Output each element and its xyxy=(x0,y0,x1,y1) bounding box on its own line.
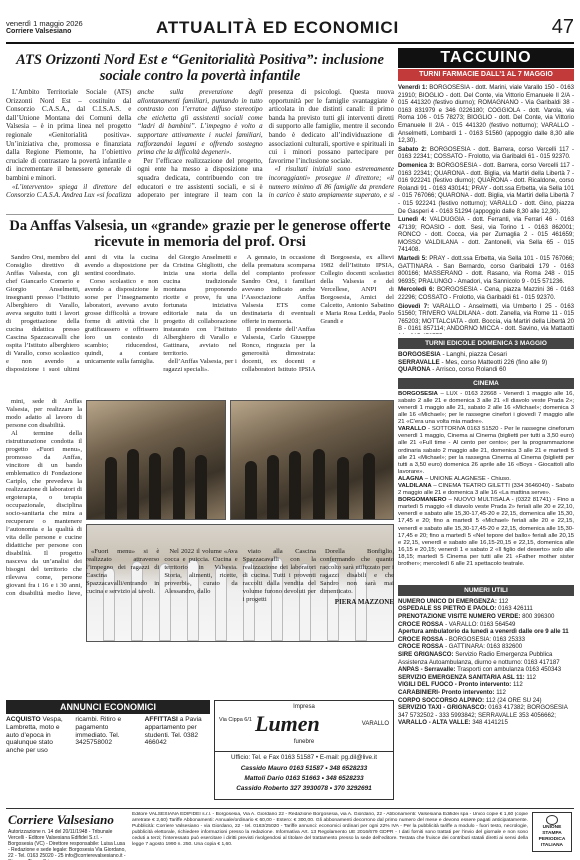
page-number: 47 xyxy=(551,16,574,38)
numero-value: - VARALLO: 0163 564549 xyxy=(445,620,516,628)
numero-value: 800 396300 xyxy=(522,612,555,620)
numero-value: - BORGOSESIA: 0163 25333 xyxy=(445,635,526,643)
farmacia-day xyxy=(398,286,574,301)
numero-item xyxy=(398,719,574,727)
article1-body xyxy=(6,88,394,208)
farmacia-day-label: Lunedì 4: xyxy=(398,216,427,224)
numero-value: 112 xyxy=(498,597,509,605)
numero-value: 112 (24 ORE SU 24) xyxy=(485,696,542,704)
numero-label: SERVIZIO EMERGENZA SANITARIA ASL 11: xyxy=(398,673,525,681)
annuncio-text: a Pavia appartamento per studenti. Tel. 0382 466042 xyxy=(144,716,202,747)
uspi-badge xyxy=(532,812,572,852)
farmacia-day xyxy=(398,216,574,254)
farmacia-day-label: Giovedì 7: xyxy=(398,302,430,310)
annuncio-text: Vespa, Lambretta, moto e auto d’epoca in qualunque stato anche per uso ricambi. Ritiro e pagamento immediato. Tel. 3425758002 xyxy=(6,716,122,755)
farmacia-text: BORGOSESIA - dott. Marini, viale Varallo 150 - 0163 21910; BIOGLIO - dott. Del Conte, via Vittorio Emanuele II 2/A - 015 441320 (festivo diurno); ROMAGNANO - Via Garibaldi 38 - 0163 831979 e 346 0226180; COGGIOLA - dott. Varola, via Roma 106 - 015 78273; BIOGLIO - dott. Del Conte, via Vittorio Emanuele II 2/A - 015 441320 (festivo notturno); VARALLO - Anselmetti, Lombardi 1 - 0163 51560 (appoggio dalle 8,30 alle 12,30). xyxy=(398,84,574,145)
lumen-contact: Cassido Roberto 327 3930078 • 370 3292691 xyxy=(236,785,372,792)
cinema-text: – LUX - 0163 22668 - Venerdì 1 maggio alle 16, sabato 2 alle 21 e domenica 3 alle 21 «Il diavolo veste Prada 2»; venerdì 1 maggio alle 21, sabato 2 alle 16 «Michael»; domenica 3 alle 16 «Michael»; per le rassegne cinefori i giovedì 7 maggio alle 21 «C’era una volta mia madre». xyxy=(398,390,574,426)
cinema-list xyxy=(398,391,574,581)
article2 xyxy=(6,254,394,804)
numero-label: CROCE ROSSA xyxy=(398,620,444,628)
numero-label: CROCE ROSSA xyxy=(398,643,444,651)
edicole-list xyxy=(398,351,574,374)
article2-paragraph: Il presidente dell’Anffas Valsesia, Carlo Giuseppe Ronco, ringrazia per la generosità dimostrata: docenti, ex docenti e collaboratori Istituto IPSIA di Borgosesia, ex allievi 1982 dell’Istituto IPSIA, Collegio docenti scolastici della Valsesia e del Vercellese, ANPI di Borgosesia, Amici del Calcetto, Antonio Sabatino e Maria Rosa Ledda, Paolo Grandi e xyxy=(241,254,394,373)
photo-group-indoor xyxy=(86,400,226,520)
numero-item xyxy=(398,605,574,613)
page-footer xyxy=(6,808,574,859)
annuncio-lead: ACQUISTO xyxy=(6,716,41,723)
numero-label: SIRE GRIGNASCO: xyxy=(398,650,454,658)
numero-label: CARABINIERI- Pronto intervento: xyxy=(398,688,495,696)
page-header xyxy=(6,18,574,44)
edicola-town: BORGOSESIA xyxy=(398,351,441,358)
farmacia-day-label: Martedì 5: xyxy=(398,255,428,263)
article1-title: ATS Orizzonti Nord Est e “Genitorialità Positiva”: inclusione sociale contro la povertà infantile xyxy=(16,52,384,84)
lumen-subtitle: funebre xyxy=(293,739,315,745)
numero-item xyxy=(398,643,574,651)
numero-label: VIGILI DEL FUOCO - Pronto intervento: xyxy=(398,681,512,689)
lumen-contact: Cassido Mauro 0163 51587 • 348 6528233 xyxy=(240,765,368,772)
numero-value: 0163 426111 xyxy=(498,605,533,613)
cinema-text: – CINEMA TEATRO GILETTI (334 3646040) - Sabato 2 maggio alle 21 e domenica 3 alle 16 «La mattina serve». xyxy=(398,483,574,497)
cinema-town: ALAGNA xyxy=(398,475,424,482)
farmacia-day-label: Sabato 2: xyxy=(398,145,427,153)
edicola-town: SERRAVALLE xyxy=(398,358,440,366)
numero-item xyxy=(398,598,574,606)
article2-mid-text xyxy=(86,646,316,672)
numero-value: 112 xyxy=(513,681,523,689)
numero-item xyxy=(398,613,574,621)
author-signature: PIERA MAZZONE xyxy=(334,598,394,606)
lumen-logo: Lumen xyxy=(255,711,320,736)
lumen-office: Ufficio: Tel. e Fax 0163 51587 • E-mail: pg.dil@live.it xyxy=(215,751,393,761)
numeri-list xyxy=(398,598,574,727)
numero-value: Trasporti con ambulanza 0163 450343 xyxy=(457,666,562,674)
cinema-item xyxy=(398,391,574,426)
numero-value: - GATTINARA: 0163 832600 xyxy=(445,643,523,651)
article2-paragraph: «Fuori menu» si è realizzato attraverso l’impegno dei ragazzi di Cascina Spazzacavalli/entrando in cucina e servizio al tavoli. xyxy=(86,548,160,595)
edicola-item xyxy=(398,351,574,359)
farmacia-day xyxy=(398,255,574,285)
edicola-item xyxy=(398,359,574,367)
cinema-item xyxy=(398,483,574,497)
numero-item xyxy=(398,636,574,644)
farmacia-text: VALDUGGIA - dott. Ferranti, via Ferrari 46 - 0163 47139; ROASIO - dott. Sesi, via Torino 1 - 0163 862001; RONCO - dott. Cocca, via per Zumaglia 2 - 015 461659; MOSSO VALDILANA - dott. Zantonelli, via Sella 65 - 015 741408. xyxy=(398,216,574,254)
edicola-item xyxy=(398,366,574,374)
numero-item xyxy=(398,666,574,674)
issue-date: venerdì 1 maggio 2026 xyxy=(6,19,83,28)
edicole-title: TURNI EDICOLE DOMENICA 3 MAGGIO xyxy=(398,338,574,349)
cinema-title: CINEMA xyxy=(398,378,574,389)
taccuino-title: TACCUINO xyxy=(398,48,574,68)
numero-label: OSPEDALE SS PIETRO E PAOLO: xyxy=(398,605,497,613)
cinema-town: BORGOMANERO xyxy=(398,497,447,504)
lumen-city: VARALLO xyxy=(361,721,389,727)
annuncio-lead: AFFITTASI xyxy=(144,716,178,723)
numero-label: CORPO SOCCORSO ALPINO: xyxy=(398,696,485,704)
cinema-text: – NUOVO MULTISALA - (0322 81741) - Fino a martedì 5 maggio «Il diavolo veste Prada 2» feriali alle 20 e 22,10, venerdì e sabato alle 15,30-17,45-20 e 22,15, domenica alle 15,30, 17,45 e 20; fino a martedì 5 «Michael» feriali alle 20 e 22,15, venerdì e sabato alle 15,30-17,45-20 e 22,15, domenica alle 15,30-17,45 e 20; fino a martedì 5 «Nel tepore del ballo» feriali alle 20,15 e 22,15, venerdì e sabato alle 16,15-20,15 e 22,15, domenica alle 16,15 e 20,15; venerdì 1 e sabato 2 «Il figlio del deserto» solo alle 18,15; martedì 5 Cinema per tutti alle 21 «Father mother sister brother»; mercoledì 6 alle 21 spettacolo teatrale. xyxy=(398,497,574,568)
numero-value: 112 xyxy=(496,688,506,696)
numero-value: 112 xyxy=(526,673,537,681)
lumen-contact: Mattoli Dario 0163 51663 • 348 6528233 xyxy=(244,775,364,782)
lumen-impresa: Impresa xyxy=(293,704,315,710)
cinema-town: VALDILANA xyxy=(398,483,432,489)
edicola-text: - Mes, corso Matteotti 226 (fino alle 9) xyxy=(441,358,548,366)
edicola-text: - Langhi, piazza Cesari xyxy=(442,351,507,358)
article2-paragraph: A gennaio, in occasione della prematura scomparsa del compianto professor Sandro Orsi, i familiari avevano indicato anche l’Associazione Anffas Valsesia ETS come destinataria di eventuali offerte in memoria. xyxy=(241,254,316,325)
article2-paragraph: Sandro Orsi, membro del Consiglio direttivo di Anffas Valsesia, con gli chef Giancarlo Comerio e Giorgio Anselmetti, insegnanti presso l’Istituto Alberghiero di Varallo, aveva seguito tutti i lavori di progettazione della cucina didattica presso Cascina Spazzacavalli che ospita l’Istituto alberghiero di Varallo, corso scolastico e non avendo a disposizione i suoi ultimi anni di vita la cucina avendo a disposizione per sentirsi coordinato. xyxy=(6,254,159,373)
edicola-town: QUARONA xyxy=(398,366,431,374)
footer-logo: Corriere Valsesiano xyxy=(8,812,114,827)
numero-item xyxy=(398,628,574,636)
cinema-text: – UNIONE ALAGNESE - Chiuso. xyxy=(424,475,511,482)
uspi-label: UNIONE STAMPA PERIODICA ITALIANA xyxy=(538,825,566,848)
farmacia-text: PRAY - dott.ssa Erbetta, via Sella 101 - 015 767066; GATTINARA - San Bernardo, corso Garibaldi 179 - 0163 800166; MASSERANO - dott. Rasano, via Roma 248 - 015 96935; PRALUNGO - Amadori, via Sannicolo 9 - 015 571236. xyxy=(398,255,574,285)
main-column xyxy=(6,48,394,804)
annunci-title: ANNUNCI ECONOMICI xyxy=(6,700,210,714)
numero-label: PRENOTAZIONE VISITE NUMERO VERDE: xyxy=(398,612,521,620)
article2-paragraph: viato alla Cascina Spazzacavalli con la realizzazione dei laboratori di cucina. Tutti i proventi raccolti dalla vendita del volume furono devoluti per i progetti xyxy=(242,548,316,603)
edicola-text: - Arrisco, corso Rolandi 60 xyxy=(432,366,507,374)
numeri-title: NUMERI UTILI xyxy=(398,585,574,596)
numero-item xyxy=(398,674,574,682)
numero-label: VARALLO - ALTA VALLE: xyxy=(398,719,471,727)
numero-item xyxy=(398,704,574,719)
farmacia-day xyxy=(398,162,574,215)
numero-value: 348 4141215 xyxy=(472,719,508,727)
photo-group-office xyxy=(230,400,394,520)
cinema-item xyxy=(398,497,574,568)
lumen-address: Via Cippa 6/1 xyxy=(219,717,252,723)
cinema-town: BORGOSESIA xyxy=(398,390,438,397)
numero-label: Apertura ambulatorio da lunedì a venerdì dalle ore 9 alle 11 xyxy=(398,628,569,636)
farmacia-day-label: Mercoledì 6: xyxy=(398,286,435,294)
farmacia-day xyxy=(398,303,574,334)
article2-title: Da Anffas Valsesia, un «grande» grazie per le generose offerte ricevute in memoria del prof. Orsi xyxy=(6,214,394,250)
numero-item xyxy=(398,681,574,689)
farmacia-text: BORGOSESIA - dott. Barrera, corso Vercelli 117 - 0163 22341; QUARONA - dott. Biglia, via Martiri della Libertà 7 - 016 922241 (festivo diurno); QUARONA - dott. Ricaldone, corso Rolandi 91 - 0163 430141; PRAY - dott.ssa Erbetta, via Sella 101 - 015 767066; QUARONA - dott. Biglia, via Martiri della Libertà 7 - 015 922241 (festivo notturno); VARALLO - dott. Gino, piazza De Gasperi 4 - 0163 51294 (appoggio dalle 8,30 alle 12,30). xyxy=(398,161,574,215)
cinema-text: - SOTTORIVA 0163 51520 - Per le rassegne cineforum venerdì 1 maggio, Cinema ai Cinema (biglietti per tutti a 3,50 euro) alle 21 «Full time - Al cento per cento»; per la programmazione ordinaria sabato 2 maggio alle 21, domenica 3 alle 21 e martedì 5 alle 21 «Michael»; per la rassegna Cinema al Cinema (biglietti per tutti a 3,50 euro) domenica 26 aprile alle 16 «Boys - Giocattoli allo lavorare». xyxy=(398,426,574,475)
numero-label: CROCE ROSSA xyxy=(398,635,444,643)
article2-paragraph: Nel 2022 il volume «Ava cocca e puiccia. Cucina e territorio in Valsesia. Storia, alimenti, ricette, proverbi», curato da Alessandro, dallo xyxy=(164,548,238,595)
numero-label: SERVIZIO TAXI - GRIGNASCO: xyxy=(398,704,487,712)
farmacia-text: BORGOSESIA - dott. Barrera, corso Vercelli 117 - 0163 22341; COSSATO - Frolotto, via Garibaldi 61 - 015 92370. xyxy=(398,145,574,161)
article2-paragraph: dell’Anffas Valsesia, per i ragazzi speciali». xyxy=(163,358,237,373)
numero-item xyxy=(398,651,574,666)
numero-item xyxy=(398,697,574,705)
article2-paragraph: Dorella Bonfiglio, confermando che quanto raccolto sarà utilizzato per i ragazzi disabili e che Sandro non sarà mai dimenticato. xyxy=(320,548,394,595)
numero-value: 0163 417382; BORGOSESIA 347 5732502 - 333 5993842; SERRAVALLE 353 4056662; xyxy=(398,704,568,719)
article2-paragraph: mini, sede di Anffas Valsesia, per realizzare la modo adatto al lavoro di persone con disabilità. xyxy=(6,398,82,429)
uspi-logo-icon xyxy=(546,815,558,825)
farmacia-text: BORGOSESIA - Cena, piazza Mazzini 36 - 0163 22296; COSSATO - Frolotto, via Garibaldi 61 - 015 92370. xyxy=(398,286,574,302)
article2-paragraph: Al termine della ristrutturazione condotta il progetto «Fuori menu», promosso da Anffas, vincitore di un bando emblematico di Fondazione Cariplo, che prevedeva la realizzazione di laboratori di ergoterapia, o terapia occupazionale, disciplina socio-sanitaria che mira a recuperare o mantenere l’autonomia e la qualità di vita delle persone e cucine didattiche per persone con disabilità. Il progetto nasceva da un’analisi dei bisogni del territorio che rilevava come, persone giovani fra i 16 e i 30 anni, con disabilità medio lieve, xyxy=(6,430,82,597)
farmacia-day-label: Domenica 3: xyxy=(398,161,435,169)
article2-top-text xyxy=(6,254,394,396)
farmacia-day xyxy=(398,146,574,161)
article2-left-text xyxy=(6,398,82,598)
numero-item xyxy=(398,621,574,629)
footer-imprint: Autorizzazione n. 14 del 20/11/1948 - Tribunale Vercelli - Editore Valsesiana Edifidei S.r.l. - Borgosesia (VC) - Direttore responsabile: Luisa Lusa - Redazione e sede legale: Borgosesia Via Giordano, 22 - Tel. 0163 25020 - 25 info@corrierevalsesiano.it - xyxy=(8,829,126,859)
article1-paragraph: «I risultati iniziali sono estremamente incoraggianti» prosegue il direttore; «il numero minimo di 86 famiglie da prendere in carico è stato ampiamente superato, e si xyxy=(268,165,394,200)
article1-paragraph: L’Ambito Territoriale Sociale (ATS) Orizzonti Nord Est – costituito dal Consorzio C.A.S.A., dal C.I.S.A.S. e dall’Unione Montana dei Comuni della Valsesia – è in prima linea nel progetto regionale «Genitorialità positiva». Un’iniziativa che, promossa e finanziata dalla Regione Piemonte, ha l’obiettivo cruciale di contrastare la povertà infantile e di incrementare il benessere generale di bambini e minori. xyxy=(6,88,132,182)
numero-value: Servizio Radio Emergenza Pubblica Assistenza Autoambulanza, diurno e notturno: 0163 417187 xyxy=(398,650,560,666)
numero-item xyxy=(398,689,574,697)
farmacia-day-label: Venerdì 1: xyxy=(398,84,428,91)
farmacia-day xyxy=(398,84,574,145)
cinema-town: VARALLO xyxy=(398,426,427,433)
article2-paragraph: Corso scolastico e non avendo a disposizione le sorse per l’insegnamento laboratori, avevano avuto grosse difficoltà a trovare forme di attività che li gratificassero e offrissero loro un contesto di scambio; riducendosi, quindi, a contare unicamente sulla famiglia. xyxy=(84,278,159,365)
numero-label: ANPAS - Serravalle: xyxy=(398,666,456,674)
taccuino-column xyxy=(398,48,574,804)
farmacie-title: TURNI FARMACIE DALL’1 AL 7 MAGGIO xyxy=(398,69,574,81)
photo-chefs-kitchen xyxy=(86,524,394,642)
paper-name: Corriere Valsesiano xyxy=(6,28,72,35)
farmacie-list xyxy=(398,84,574,334)
article1-paragraph: «L’intervento» spiega il direttore del Consorzio C.A.S.A. Andrea Lux «si focalizza anche sulla prevenzione degli allontanamenti familiari, puntando in tutto contrasto con l’erratoe diffuso stereotipo che etichetta gli assistenti sociali come “ladri di bambini”. L’impegno è volto a supportare attivamente i nuclei familiari, rafforzandoi legami e offrendo sostegno prima che la difficoltà degeneri». xyxy=(6,88,263,200)
farmacia-text: VARALLO - Anselmetti, via Umberto I 25 - 0163 51560; TRIVERO VALDILANA - dott. Zanella, via Rome 11 - 015 765203; MOTTALCIATA - dott. Boccia, via Martiri della Libertà 20 B - 0161 857114; ANDORNO MICCA - dott. Savino, via Mattaotti xyxy=(398,302,574,333)
footer-legal-text: Editore VALSESIANA EDIFIDEI s.r.l. - Borgosesia, Via A. Giordano 22 - Redazione Borgosesia, via A. Giordano, 22 - Abbonamenti: Valsesiana Edifidei spa - Unico copie € 1,60 (copie arretrate € 2,60) Tariffe Abbonamenti: Annuale/ordinario € 60,00 - Estero: € 300,00. Gli abbonamenti decorrono dal primo numero del mese e devono essere pagati anticipatamente. Pubblicità: Corriere Valsesiano - via Giordano, 22 - tel. 0163/25020 - Tariffe annunci: economici ordinari per ogni 22% IVA - Per la pubblicità tariffe a modulo - fuori testo, necrologie, pubblicità elettorale, richiedere informazioni presso la redazione. Informativa Art. 13 Regolamento UE 2016/679 GDPR - I dati forniti sono trattati per l’invio del giornale e non sono ceduti a terzi; l’interessato può esercitare i diritti previsti rivolgendosi al titolare del trattamento presso la sede dell’editore. Testata che fruisce dei contributi statali diretti ai sensi della legge 7 agosto 1990 n. 250. Una copia € 1,60. xyxy=(132,812,528,847)
section-title: ATTUALITÀ ED ECONOMICI xyxy=(156,18,399,37)
cinema-item xyxy=(398,426,574,476)
numero-label: NUMERO UNICO DI EMERGENZA: xyxy=(398,597,497,605)
article2-paragraph: del Giorgio Anselmetti e da Cristina Ghigliotti, che inizia una storia della cucina tradizionale montana proponendo ricette e prove, fu una fortunata iniziativa editoriale nata da un progetto di collaborazione instaurato con l’Istituto Alberghiero di Varallo e Gattinara, avviato nel territorio. xyxy=(163,254,237,357)
cinema-item xyxy=(398,476,574,483)
article1-paragraph: Per l’efficace realizzazione del progetto, ogni ente ha messo a disposizione una squadra dedicata, contribuendo con tre educatori e tre assistenti sociali, e si è adoperato per integrare il team con la presenza di psicologi. Questa nuova opportunità per le famiglie svantaggiate è articolata in due distinti canali: il primo banda ha previsto tutti gli interventi diretti di supporto alle famiglie, mentre il secondo bando è dedicato all’individuazione di associazioni culturali, sportive e spirituali in cui i minori possano partecipare per favorirne l’inclusione sociale. xyxy=(137,88,394,200)
